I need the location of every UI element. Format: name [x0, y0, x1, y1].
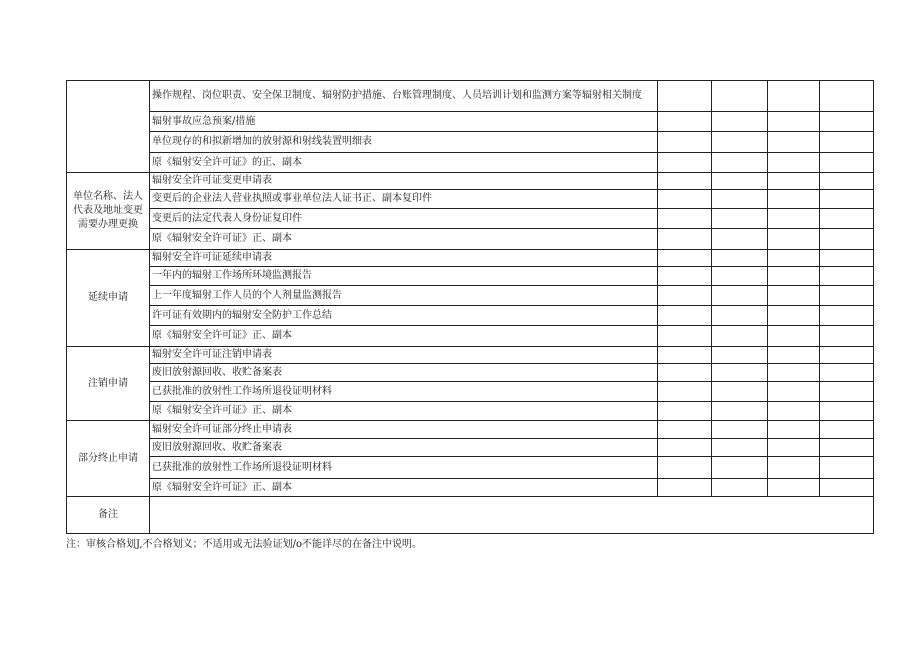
check-cell	[658, 250, 712, 267]
item-cell: 单位现存的和拟新增加的放射源和射线装置明细表	[150, 132, 658, 153]
check-cell	[768, 209, 820, 229]
check-cell	[768, 267, 820, 286]
check-cell	[768, 364, 820, 382]
check-cell	[658, 112, 712, 132]
check-cell	[820, 306, 874, 326]
check-cell	[658, 326, 712, 347]
check-cell	[658, 364, 712, 382]
check-cell	[820, 479, 874, 497]
table-row	[67, 364, 874, 382]
item-cell: 变更后的法定代表人身份证复印件	[150, 209, 658, 229]
item-cell: 原《辐射安全许可证》正、副本	[150, 229, 658, 250]
check-cell	[712, 209, 768, 229]
table-row	[67, 250, 874, 267]
table-row	[67, 347, 874, 364]
remarks-cell[interactable]	[150, 497, 874, 534]
category-cell: 注销申请	[67, 347, 150, 421]
item-cell: 已获批准的放射性工作场所退役证明材料	[150, 382, 658, 402]
item-cell: 上一年度辐射工作人员的个人剂量监测报告	[150, 286, 658, 306]
check-cell	[658, 190, 712, 209]
item-cell: 原《辐射安全许可证》正、副本	[150, 326, 658, 347]
check-cell	[820, 267, 874, 286]
check-cell	[768, 112, 820, 132]
review-checklist-table	[66, 80, 874, 534]
check-cell	[658, 132, 712, 153]
check-cell	[820, 421, 874, 439]
check-cell	[712, 132, 768, 153]
check-cell	[768, 347, 820, 364]
check-cell	[712, 364, 768, 382]
check-cell	[820, 132, 874, 153]
table-row	[67, 457, 874, 479]
check-cell	[820, 457, 874, 479]
check-cell	[768, 439, 820, 457]
check-cell	[712, 153, 768, 173]
check-cell	[820, 229, 874, 250]
check-cell	[820, 402, 874, 421]
check-cell	[712, 112, 768, 132]
check-cell	[820, 439, 874, 457]
table-row	[67, 306, 874, 326]
check-cell	[820, 112, 874, 132]
item-cell: 一年内的辐射工作场所环境监测报告	[150, 267, 658, 286]
check-cell	[820, 250, 874, 267]
check-cell	[768, 479, 820, 497]
check-cell	[712, 326, 768, 347]
table-row	[67, 81, 874, 112]
table-row	[67, 286, 874, 306]
check-cell	[768, 173, 820, 190]
category-cell: 延续申请	[67, 250, 150, 347]
check-cell	[768, 306, 820, 326]
check-cell	[712, 382, 768, 402]
check-cell	[768, 457, 820, 479]
table-row	[67, 479, 874, 497]
item-cell: 原《辐射安全许可证》正、副本	[150, 402, 658, 421]
item-cell: 变更后的企业法人营业执照或事业单位法人证书正、副本复印件	[150, 190, 658, 209]
table-row	[67, 382, 874, 402]
check-cell	[712, 229, 768, 250]
table-row	[67, 421, 874, 439]
check-cell	[712, 439, 768, 457]
check-cell	[658, 457, 712, 479]
category-cell: 部分终止申请	[67, 421, 150, 497]
table-row	[67, 190, 874, 209]
check-cell	[658, 402, 712, 421]
check-cell	[768, 402, 820, 421]
remarks-row	[67, 497, 874, 534]
check-cell	[768, 250, 820, 267]
item-cell: 原《辐射安全许可证》的正、副本	[150, 153, 658, 173]
check-cell	[768, 229, 820, 250]
table-row	[67, 153, 874, 173]
check-cell	[820, 347, 874, 364]
check-cell	[768, 190, 820, 209]
item-cell: 许可证有效期内的辐射安全防护工作总结	[150, 306, 658, 326]
table-row	[67, 402, 874, 421]
remarks-label: 备注	[67, 497, 150, 534]
item-cell: 辐射安全许可证部分终止申请表	[150, 421, 658, 439]
check-cell	[658, 347, 712, 364]
footnote: 注：审核合格划J,不合格划义；不适用或无法验证划/o不能详尽的在备注中说明。	[66, 539, 422, 550]
check-cell	[712, 457, 768, 479]
check-cell	[768, 382, 820, 402]
check-cell	[820, 326, 874, 347]
check-cell	[712, 479, 768, 497]
item-cell: 操作规程、岗位职责、安全保卫制度、辐射防护措施、台账管理制度、人员培训计划和监测方案等辐射相关制度	[150, 81, 658, 112]
check-cell	[712, 347, 768, 364]
item-cell: 辐射安全许可证变更申请表	[150, 173, 658, 190]
check-cell	[712, 421, 768, 439]
check-cell	[820, 190, 874, 209]
check-cell	[658, 286, 712, 306]
check-cell	[658, 81, 712, 112]
check-cell	[712, 250, 768, 267]
item-cell: 原《辐射安全许可证》正、副本	[150, 479, 658, 497]
check-cell	[658, 479, 712, 497]
check-cell	[768, 286, 820, 306]
category-cell	[67, 81, 150, 173]
item-cell: 废旧放射源回收、收贮备案表	[150, 439, 658, 457]
item-cell: 辐射事故应急预案/措施	[150, 112, 658, 132]
category-cell: 单位名称、法人代表及地址变更需要办理更换	[67, 173, 150, 250]
table-row	[67, 439, 874, 457]
check-cell	[820, 81, 874, 112]
check-cell	[658, 267, 712, 286]
check-cell	[712, 173, 768, 190]
item-cell: 已获批准的放射性工作场所退役证明材料	[150, 457, 658, 479]
check-cell	[712, 190, 768, 209]
check-cell	[768, 421, 820, 439]
check-cell	[658, 382, 712, 402]
check-cell	[712, 306, 768, 326]
table-row	[67, 229, 874, 250]
table-row	[67, 209, 874, 229]
table-row	[67, 326, 874, 347]
check-cell	[820, 153, 874, 173]
check-cell	[820, 364, 874, 382]
check-cell	[768, 81, 820, 112]
check-cell	[768, 132, 820, 153]
check-cell	[658, 173, 712, 190]
table-row	[67, 112, 874, 132]
check-cell	[658, 439, 712, 457]
table-row	[67, 132, 874, 153]
item-cell: 辐射安全许可证注销申请表	[150, 347, 658, 364]
check-cell	[658, 306, 712, 326]
item-cell: 废旧放射源回收、收贮备案表	[150, 364, 658, 382]
check-cell	[712, 402, 768, 421]
check-cell	[712, 267, 768, 286]
check-cell	[820, 382, 874, 402]
check-cell	[820, 286, 874, 306]
check-cell	[712, 286, 768, 306]
check-cell	[768, 153, 820, 173]
check-cell	[768, 326, 820, 347]
table-row	[67, 173, 874, 190]
check-cell	[712, 81, 768, 112]
check-cell	[820, 173, 874, 190]
table-row	[67, 267, 874, 286]
check-cell	[820, 209, 874, 229]
item-cell: 辐射安全许可证延续申请表	[150, 250, 658, 267]
check-cell	[658, 209, 712, 229]
check-cell	[658, 229, 712, 250]
check-cell	[658, 421, 712, 439]
check-cell	[658, 153, 712, 173]
